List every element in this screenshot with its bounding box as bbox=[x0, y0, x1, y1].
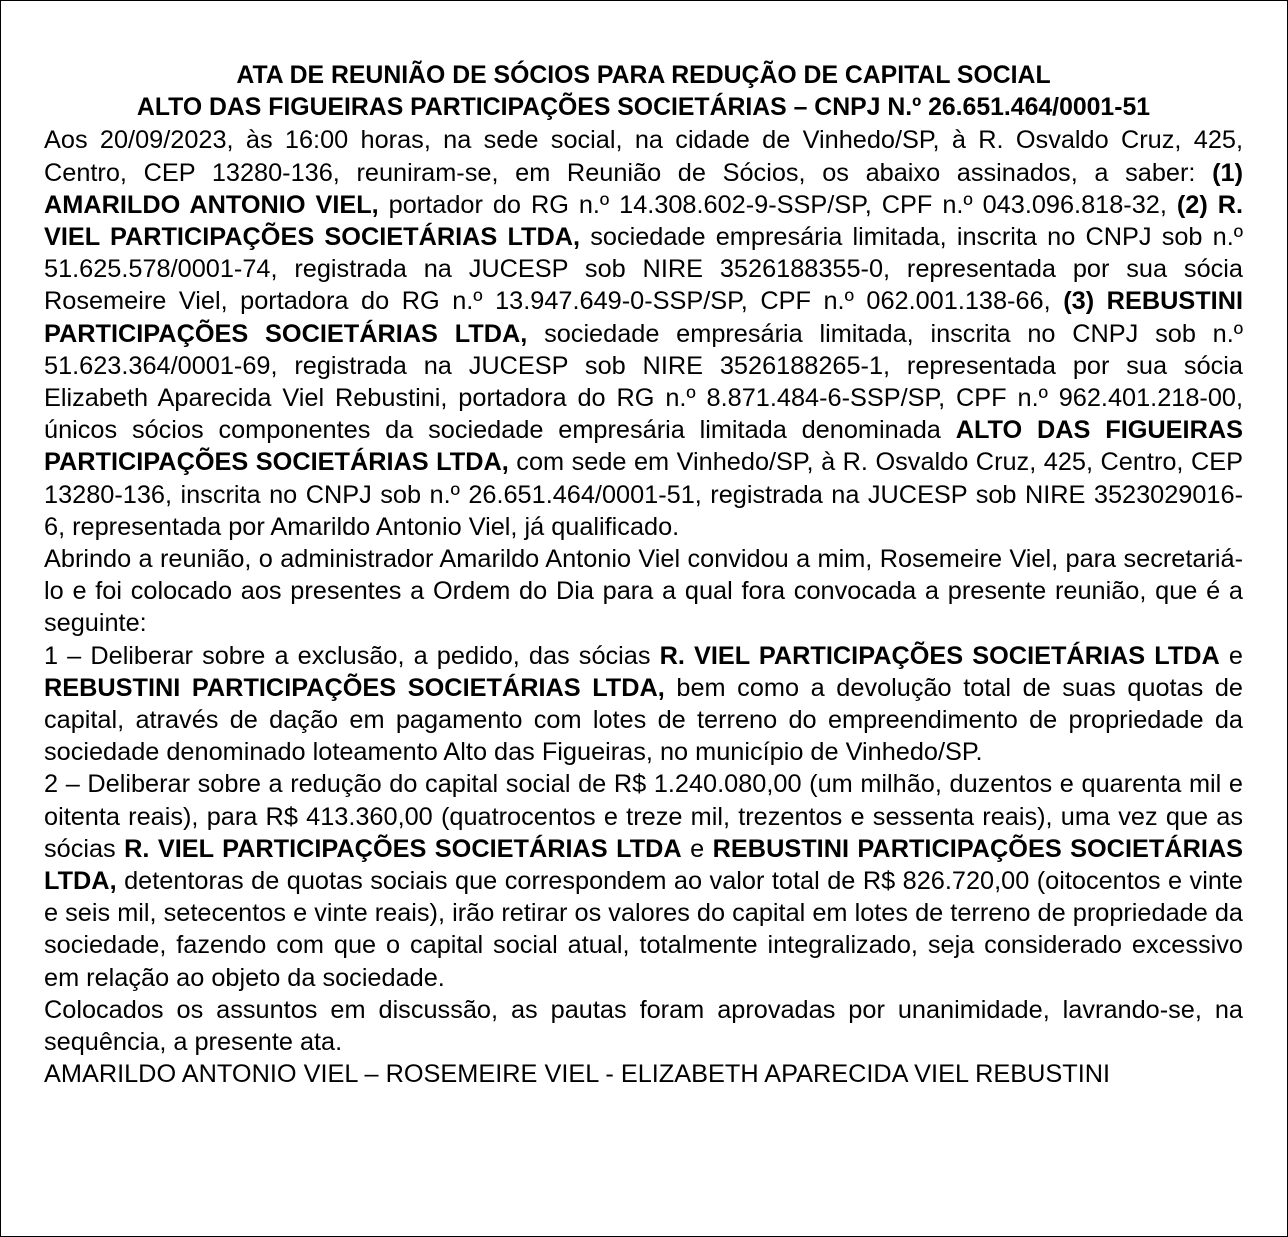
paragraph-1-segment-4: (2) R. VIEL PARTICIPAÇÕES SOCIETÁRIAS LTDA, bbox=[44, 190, 1243, 252]
paragraph-1-segment-5: sociedade empresária limitada, inscrita no CNPJ sob n.º 51.625.578/0001-74, registrada na JUCESP sob NIRE 3526188355-0, representada por sua sócia Rosemeire Viel, portadora do RG n.º 13.947.649-0-SSP/SP, CPF n.º 062.001.138-66, bbox=[44, 223, 1243, 316]
signature-line: AMARILDO ANTONIO VIEL – ROSEMEIRE VIEL - ELIZABETH APARECIDA VIEL REBUSTINI bbox=[44, 1060, 1111, 1089]
paragraph-1-segment-9: com sede em Vinhedo/SP, à R. Osvaldo Cruz, 425, Centro, CEP 13280-136, inscrita no CNPJ sob n.º 26.651.464/0001-51, registrada na JUCESP sob NIRE 3523029016-6, representada por Amarildo Antonio Viel, já qualificado. bbox=[44, 448, 1243, 541]
paragraph-4-segment-1: 2 – Deliberar sobre a redução do capital social de R$ 1.240.080,00 (um milhão, duzentos e quarenta mil e oitenta reais), para R$ 413.360,00 (quatrocentos e treze mil, trezentos e sessenta reais), uma vez que as sócias bbox=[44, 770, 1243, 863]
document-body bbox=[44, 124, 1243, 1058]
paragraph-3-segment-2: R. VIEL PARTICIPAÇÕES SOCIETÁRIAS LTDA bbox=[659, 641, 1220, 670]
paragraph-5-segment-1: Colocados os assuntos em discussão, as pautas foram aprovadas por unanimidade, lavrando-se, na sequência, a presente ata. bbox=[44, 995, 1243, 1057]
paragraph-4-segment-3: e bbox=[681, 834, 713, 863]
paragraph-1-segment-6: (3) REBUSTINI PARTICIPAÇÕES SOCIETÁRIAS LTDA, bbox=[44, 287, 1244, 348]
paragraph-1-segment-8: ALTO DAS FIGUEIRAS PARTICIPAÇÕES SOCIETÁRIAS LTDA, bbox=[44, 416, 1243, 477]
paragraph-3 bbox=[44, 640, 1243, 769]
paragraph-4-segment-4: REBUSTINI PARTICIPAÇÕES SOCIETÁRIAS LTDA, bbox=[44, 834, 1244, 896]
paragraph-2-segment-1: Abrindo a reunião, o administrador Amarildo Antonio Viel convidou a mim, Rosemeire Viel, para secretariá-lo e foi colocado aos presentes a Ordem do Dia para a qual fora convocada a presente reunião, que é a seguinte: bbox=[44, 545, 1243, 638]
document-content bbox=[44, 60, 1243, 1091]
paragraph-3-segment-4: REBUSTINI PARTICIPAÇÕES SOCIETÁRIAS LTDA, bbox=[44, 673, 665, 702]
paragraph-4-segment-2: R. VIEL PARTICIPAÇÕES SOCIETÁRIAS LTDA bbox=[124, 834, 682, 863]
paragraph-2 bbox=[44, 543, 1243, 640]
paragraph-4-segment-5: detentoras de quotas sociais que correspondem ao valor total de R$ 826.720,00 (oitocentos e vinte e seis mil, setecentos e vinte reais), irão retirar os valores do capital em lotes de terreno de propriedade da sociedade, fazendo com que o capital social atual, totalmente integralizado, seja considerado excessivo em relação ao objeto da sociedade. bbox=[44, 867, 1243, 992]
paragraph-1 bbox=[44, 124, 1243, 543]
paragraph-1-segment-2: (1) AMARILDO ANTONIO VIEL, bbox=[44, 158, 1243, 219]
paragraph-3-segment-5: bem como a devolução total de suas quotas de capital, através de dação em pagamento com lotes de terreno do empreendimento de propriedade da sociedade denominado loteamento Alto das Figueiras, no município de Vinhedo/SP. bbox=[44, 673, 1243, 767]
paragraph-5 bbox=[44, 994, 1243, 1058]
paragraph-1-segment-3: portador do RG n.º 14.308.602-9-SSP/SP, CPF n.º 043.096.818-32, bbox=[378, 190, 1177, 219]
document-title-line-2: ALTO DAS FIGUEIRAS PARTICIPAÇÕES SOCIETÁRIAS – CNPJ N.º 26.651.464/0001-51 bbox=[136, 94, 1151, 122]
document-title-line-1: ATA DE REUNIÃO DE SÓCIOS PARA REDUÇÃO DE CAPITAL SOCIAL bbox=[236, 62, 1051, 89]
paragraph-3-segment-1: 1 – Deliberar sobre a exclusão, a pedido, das sócias bbox=[44, 641, 660, 670]
paragraph-4 bbox=[44, 768, 1243, 993]
paragraph-1-segment-7: sociedade empresária limitada, inscrita no CNPJ sob n.º 51.623.364/0001-69, registrada na JUCESP sob NIRE 3526188265-1, representada por sua sócia Elizabeth Aparecida Viel Rebustini, portadora do RG n.º 8.871.484-6-SSP/SP, CPF n.º 962.401.218-00, únicos sócios componentes da sociedade empresária limitada denominada bbox=[44, 319, 1244, 445]
paragraph-3-segment-3: e bbox=[1219, 641, 1243, 670]
paragraph-1-segment-1: Aos 20/09/2023, às 16:00 horas, na sede social, na cidade de Vinhedo/SP, à R. Osvaldo Cruz, 425, Centro, CEP 13280-136, reuniram-se, em Reunião de Sócios, os abaixo assinados, a saber: bbox=[44, 126, 1243, 187]
